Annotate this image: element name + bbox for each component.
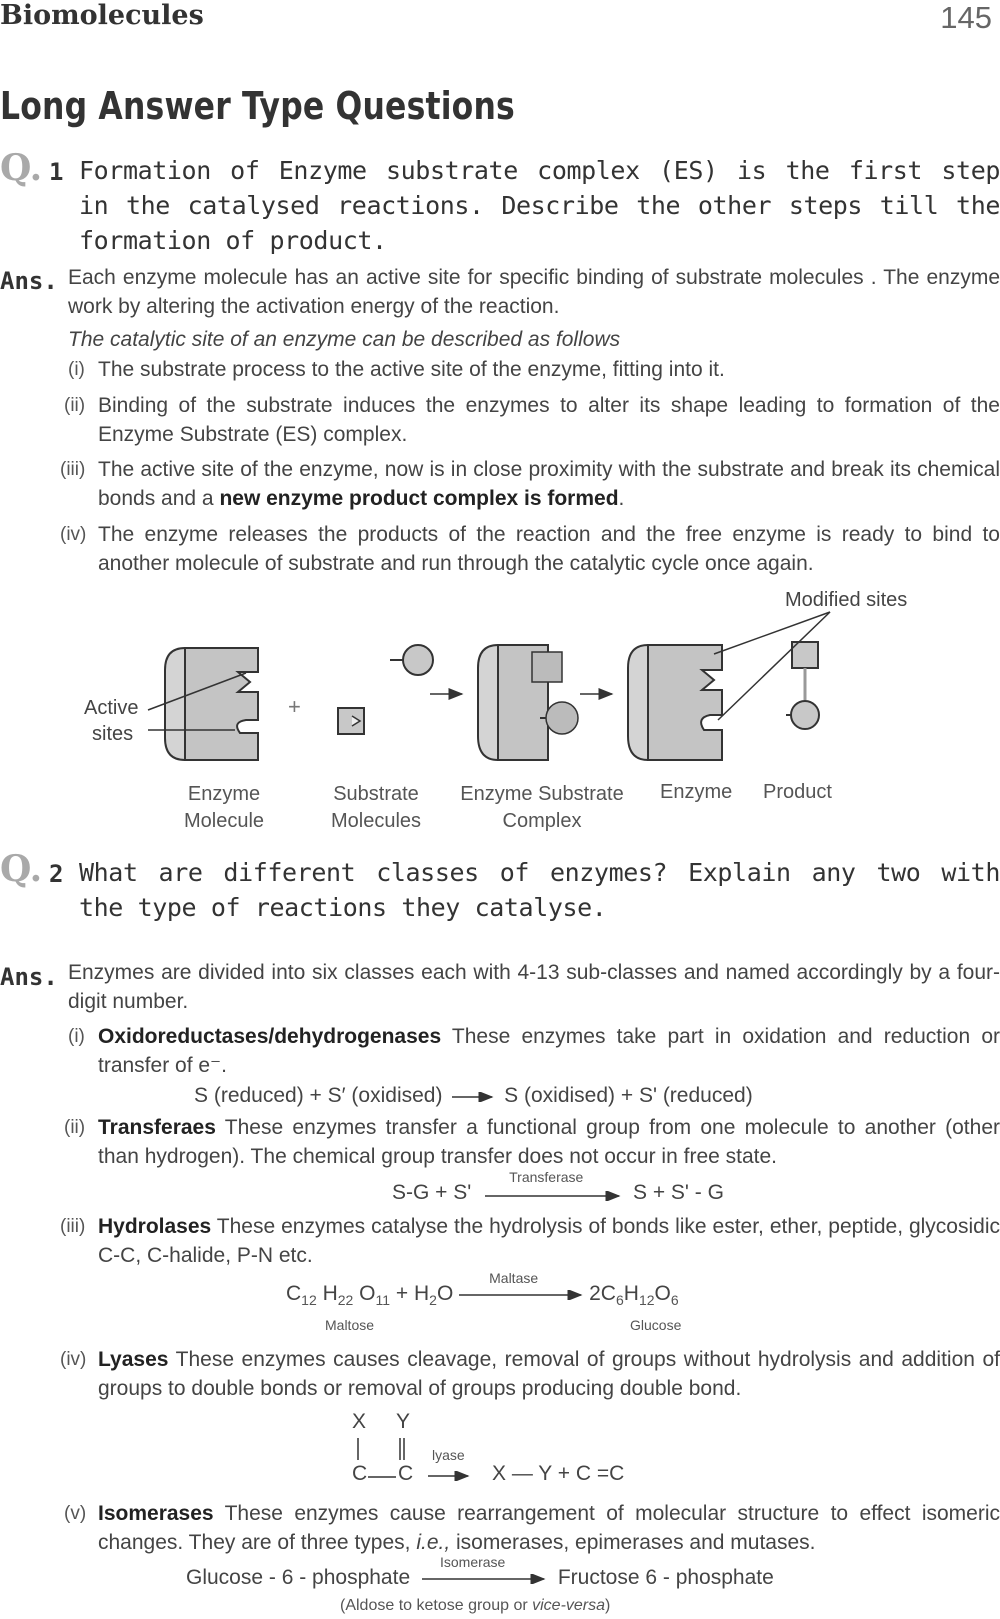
answer-1-intro: Each enzyme molecule has an active site for specific binding of substrate molecules . The enzyme work by altering the activation energy of the reaction. (68, 266, 1000, 318)
class-number: (i) (68, 1026, 85, 1047)
enzyme-substrate-complex-shape (478, 645, 578, 760)
lyase-x: X (352, 1410, 367, 1433)
equation-5: Glucose - 6 - phosphate Isomerase Fructose 6 - phosphate (186, 1554, 774, 1589)
step-number: (iii) (60, 459, 86, 480)
lyase-enzyme-label: lyase (432, 1447, 465, 1463)
class-number: (ii) (64, 1117, 86, 1138)
class-4-text: Lyases These enzymes causes cleavage, removal of groups without hydrolysis and addition of groups to double bonds or removal of groups producing double bond. (98, 1348, 1000, 1400)
isomerase-note: (Aldose to ketose group or vice-versa) (340, 1597, 611, 1614)
class-number: (iv) (60, 1349, 87, 1370)
es-complex-label: Enzyme Substrate Complex (460, 783, 624, 832)
question-1-text: Formation of Enzyme substrate complex (ES) is the first step in the catalysed reactions. Describe the other steps till the formation of product. (79, 156, 1000, 255)
enzyme-molecule-label: Enzyme Molecule (183, 783, 265, 832)
step-3-text: The active site of the enzyme, now is in close proximity with the substrate and break its chemical bonds and a new enzyme product complex is formed. (98, 458, 1000, 510)
step-1-text: The substrate process to the active site of the enzyme, fitting into it. (98, 358, 725, 381)
maltose-label: Maltose (325, 1317, 375, 1333)
active-sites-label-1: Active (84, 697, 139, 719)
class-number: (iii) (60, 1216, 86, 1237)
answer-label: Ans. (0, 267, 58, 295)
lyase-arrow (428, 1471, 474, 1481)
equation-3: $C_{12}$ $H_{22}$ $O_{11} + H_2O$ Maltase $2C_6H_{12}O_6$ (286, 1270, 679, 1309)
step-number: (i) (68, 359, 85, 380)
class-2-text: Transferaes These enzymes transfer a functional group from one molecule to another (other than hydrogen). The chemical group transfer does not occur in free state. (98, 1116, 1000, 1168)
class-3-text: Hydrolases These enzymes catalyse the hydrolysis of bonds like ester, ether, peptide, glycosidic C-C, C-halide, P-N etc. (98, 1215, 1000, 1267)
equation-1: S (reduced) + S′ (oxidised) S (oxidised) + S' (reduced) (194, 1084, 753, 1107)
question-2-text: What are different classes of enzymes? Explain any two with the type of reactions they catalyse. (79, 858, 1000, 922)
answer-1-subhead: The catalytic site of an enzyme can be described as follows (68, 328, 621, 351)
modified-sites-label: Modified sites (785, 589, 908, 611)
substrate-molecules-label: Substrate Molecules (330, 783, 422, 832)
free-enzyme-shape (628, 645, 722, 760)
step-number: (iv) (60, 524, 87, 545)
product-label: Product (763, 781, 832, 803)
answer-2-intro: Enzymes are divided into six classes each with 4-13 sub-classes and named accordingly by a four-digit number. (68, 961, 1000, 1013)
enzyme-molecule-shape (165, 648, 258, 760)
step-4-text: The enzyme releases the products of the reaction and the free enzyme is ready to bind to another molecule of substrate and run through the catalytic cycle once again. (98, 523, 1000, 575)
plus-sign: + (288, 694, 301, 719)
page-number: 145 (940, 0, 992, 35)
lyase-products: X — Y + C =C (492, 1462, 625, 1485)
question-number: 1 (49, 158, 64, 186)
equation-2: S-G + S' Transferase S + S' - G (392, 1169, 724, 1204)
lyase-c2: C (398, 1462, 414, 1485)
section-title: Long Answer Type Questions (0, 84, 515, 128)
substrate-circle-shape (390, 645, 433, 675)
answer-label: Ans. (0, 963, 58, 991)
class-1-text: Oxidoreductases/dehydrogenases These enzymes take part in oxidation and reduction or transfer of e⁻. (98, 1025, 1000, 1077)
glucose-label: Glucose (630, 1317, 682, 1333)
product-shape (786, 642, 819, 729)
class-number: (v) (64, 1503, 87, 1524)
question-marker: Q. (0, 147, 43, 189)
substrate-square-shape (338, 708, 364, 734)
question-marker: Q. (0, 848, 43, 890)
question-number: 2 (49, 860, 64, 888)
active-sites-label-2: sites (92, 723, 134, 745)
step-number: (ii) (64, 395, 86, 416)
class-5-text: Isomerases These enzymes cause rearrangement of molecular structure to effect isomeric changes. They are of three types, i.e., isomerases, epimerases and mutases. (98, 1502, 1000, 1554)
lyase-bond-cc (368, 1472, 398, 1482)
lyase-y: Y (396, 1410, 411, 1433)
lyase-c1: C (352, 1462, 368, 1485)
enzyme-label: Enzyme (660, 781, 733, 803)
step-2-text: Binding of the substrate induces the enzymes to alter its shape leading to formation of the Enzyme Substrate (ES) complex. (98, 394, 1000, 446)
chapter-title: Biomolecules (0, 0, 204, 31)
